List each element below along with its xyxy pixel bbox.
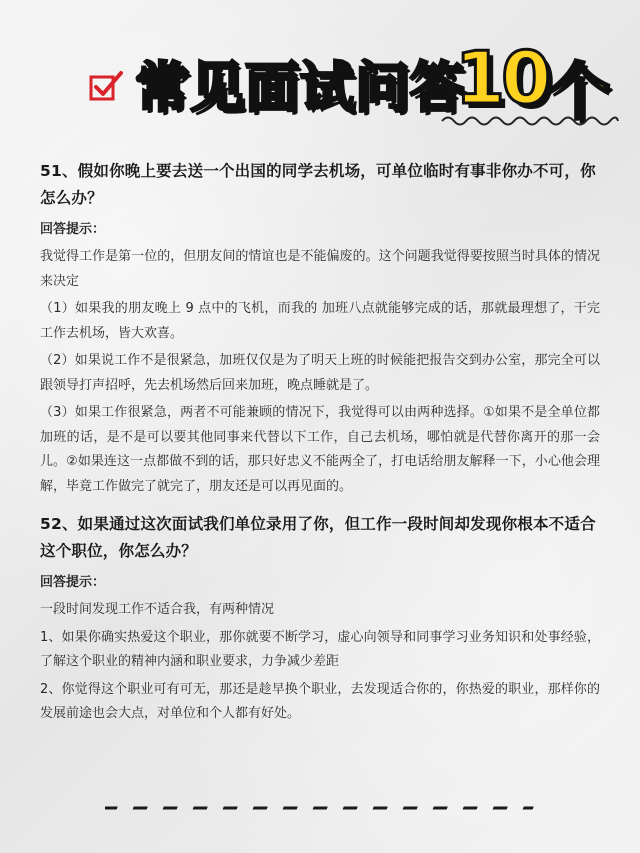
wavy-underline-icon <box>440 112 620 128</box>
answer-paragraph: （3）如果工作很紧急，两者不可能兼顾的情况下，我觉得可以由两种选择。①如果不是全单位都加班的话，是不是可以要其他同事来代替以下工作，自己去机场，哪怕就是代替你离开的那一会儿。②如果连这一点都做不到的话，那只好忠义不能两全了，打电话给朋友解释一下，小心他会理解，毕竟工作做完了就完了，朋友还是可以再见面的。 <box>40 405 600 494</box>
answer-hint-label: 回答提示： <box>40 222 106 237</box>
qa-item-52 <box>40 511 600 727</box>
answer-hint-label: 回答提示： <box>40 575 106 590</box>
answer-paragraph: 我觉得工作是第一位的，但朋友间的情谊也是不能偏废的。这个问题我觉得要按照当时具体的情况来决定 <box>40 249 600 289</box>
qa-item-51 <box>40 158 600 499</box>
answer-paragraph: 1、如果你确实热爱这个职业，那你就要不断学习，虚心向领导和同事学习业务知识和处事经验，了解这个职业的精神内涵和职业要求，力争减少差距 <box>40 629 600 669</box>
answer-paragraph: （2）如果说工作不是很紧急，加班仅仅是为了明天上班的时候能把报告交到办公室，那完全可以跟领导打声招呼，先去机场然后回来加班，晚点睡就是了。 <box>40 353 600 393</box>
answer-paragraph: 一段时间发现工作不适合我，有两种情况 <box>40 602 275 617</box>
checkbox-checked-icon <box>88 68 124 104</box>
title-unit: 个 <box>548 55 611 128</box>
page-title: 常见面试问答 <box>135 56 465 119</box>
answer-paragraph: 2、你觉得这个职业可有可无，那还是趁早换个职业，去发现适合你的，你热爱的职业，那样你的发展前途也会大点，对单位和个人都有好处。 <box>40 681 600 721</box>
title-number: 10 <box>455 36 548 120</box>
answer-paragraph: （1）如果我的朋友晚上 9 点中的飞机，而我的 加班八点就能够完成的话，那就最理想了，干完工作去机场，皆大欢喜。 <box>40 301 600 341</box>
question-title: 52、如果通过这次面试我们单位录用了你，但工作一段时间却发现你根本不适合这个职位，你怎么办？ <box>40 515 596 560</box>
question-title: 51、假如你晚上要去送一个出国的同学去机场，可单位临时有事非你办不可，你怎么办？ <box>40 162 596 207</box>
qa-content <box>40 158 600 727</box>
dashed-divider <box>105 803 535 813</box>
header-banner <box>0 0 640 150</box>
